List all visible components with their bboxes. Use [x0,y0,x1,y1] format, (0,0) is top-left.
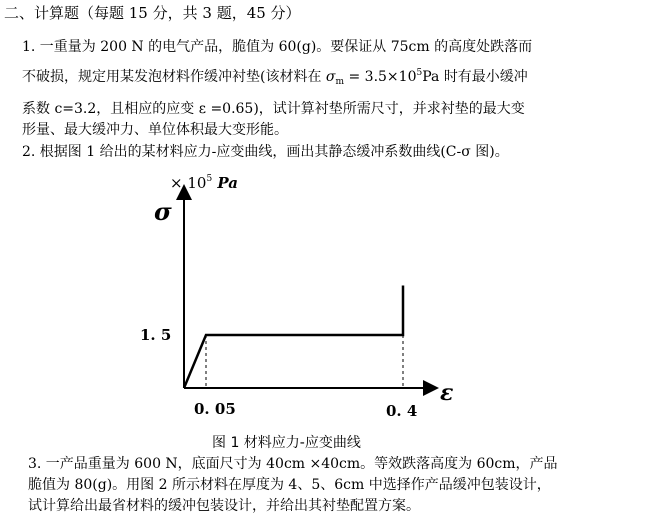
formula-sigma: σ [325,69,336,85]
q1-line-4: 形量、最大缓冲力、单位体积最大变形能。 [22,122,288,138]
y-axis-label: σ [154,197,172,226]
x-tick-label: 0. 4 [386,402,418,420]
section-title: 二、计算题（每题 15 分，共 3 题，45 分） [4,4,301,22]
q1-line-2-text-a: 不破损，规定用某发泡材料作缓冲衬垫(该材料在 [22,69,322,85]
unit-label-exp: 5 [206,174,213,184]
stress-strain-chart [130,168,460,423]
svg-text:× 105 Pa [170,174,238,192]
unit-label [170,174,238,192]
q1-line-3: 系数 c=3.2，且相应的应变 ε =0.65)，试计算衬垫所需尺寸，并求衬垫的最大变 [22,101,525,117]
figure-caption: 图 1 材料应力-应变曲线 [212,435,361,451]
q3-line-1: 3. 一产品重量为 600 N，底面尺寸为 40cm ×40cm。等效跌落高度为 60cm，产品 [28,456,558,472]
formula-sup: 5 [416,68,423,78]
q1-line-2-text-b: 时有最小缓冲 [443,69,528,85]
q1-line-2 [22,68,528,86]
formula-unit: Pa [422,69,440,85]
formula-eq: = 3.5×10 [344,69,417,85]
q3-line-3: 试计算给出最省材料的缓冲包装设计，并给出其衬垫配置方案。 [28,498,420,514]
unit-label-prefix: × 10 [170,174,207,192]
x-tick-label: 0. 05 [194,400,236,418]
x-axis-label: ε [440,380,454,406]
y-tick-label: 1. 5 [140,326,172,344]
sigma-m-formula [326,69,439,85]
stress-strain-curve [184,286,403,389]
dashed-guides [206,335,403,388]
unit-label-unit: Pa [212,174,238,192]
formula-sub: m [335,77,345,87]
q3-line-2: 脆值为 80(g)。用图 2 所示材料在厚度为 4、5、6cm 中选择作产品缓冲包装设计， [28,477,551,493]
q2-line-1: 2. 根据图 1 给出的某材料应力-应变曲线，画出其静态缓冲系数曲线(C-σ 图)。 [22,144,509,160]
q1-line-1: 1. 一重量为 200 N 的电气产品，脆值为 60(g)。要保证从 75cm 的高度处跌落而 [22,39,533,55]
